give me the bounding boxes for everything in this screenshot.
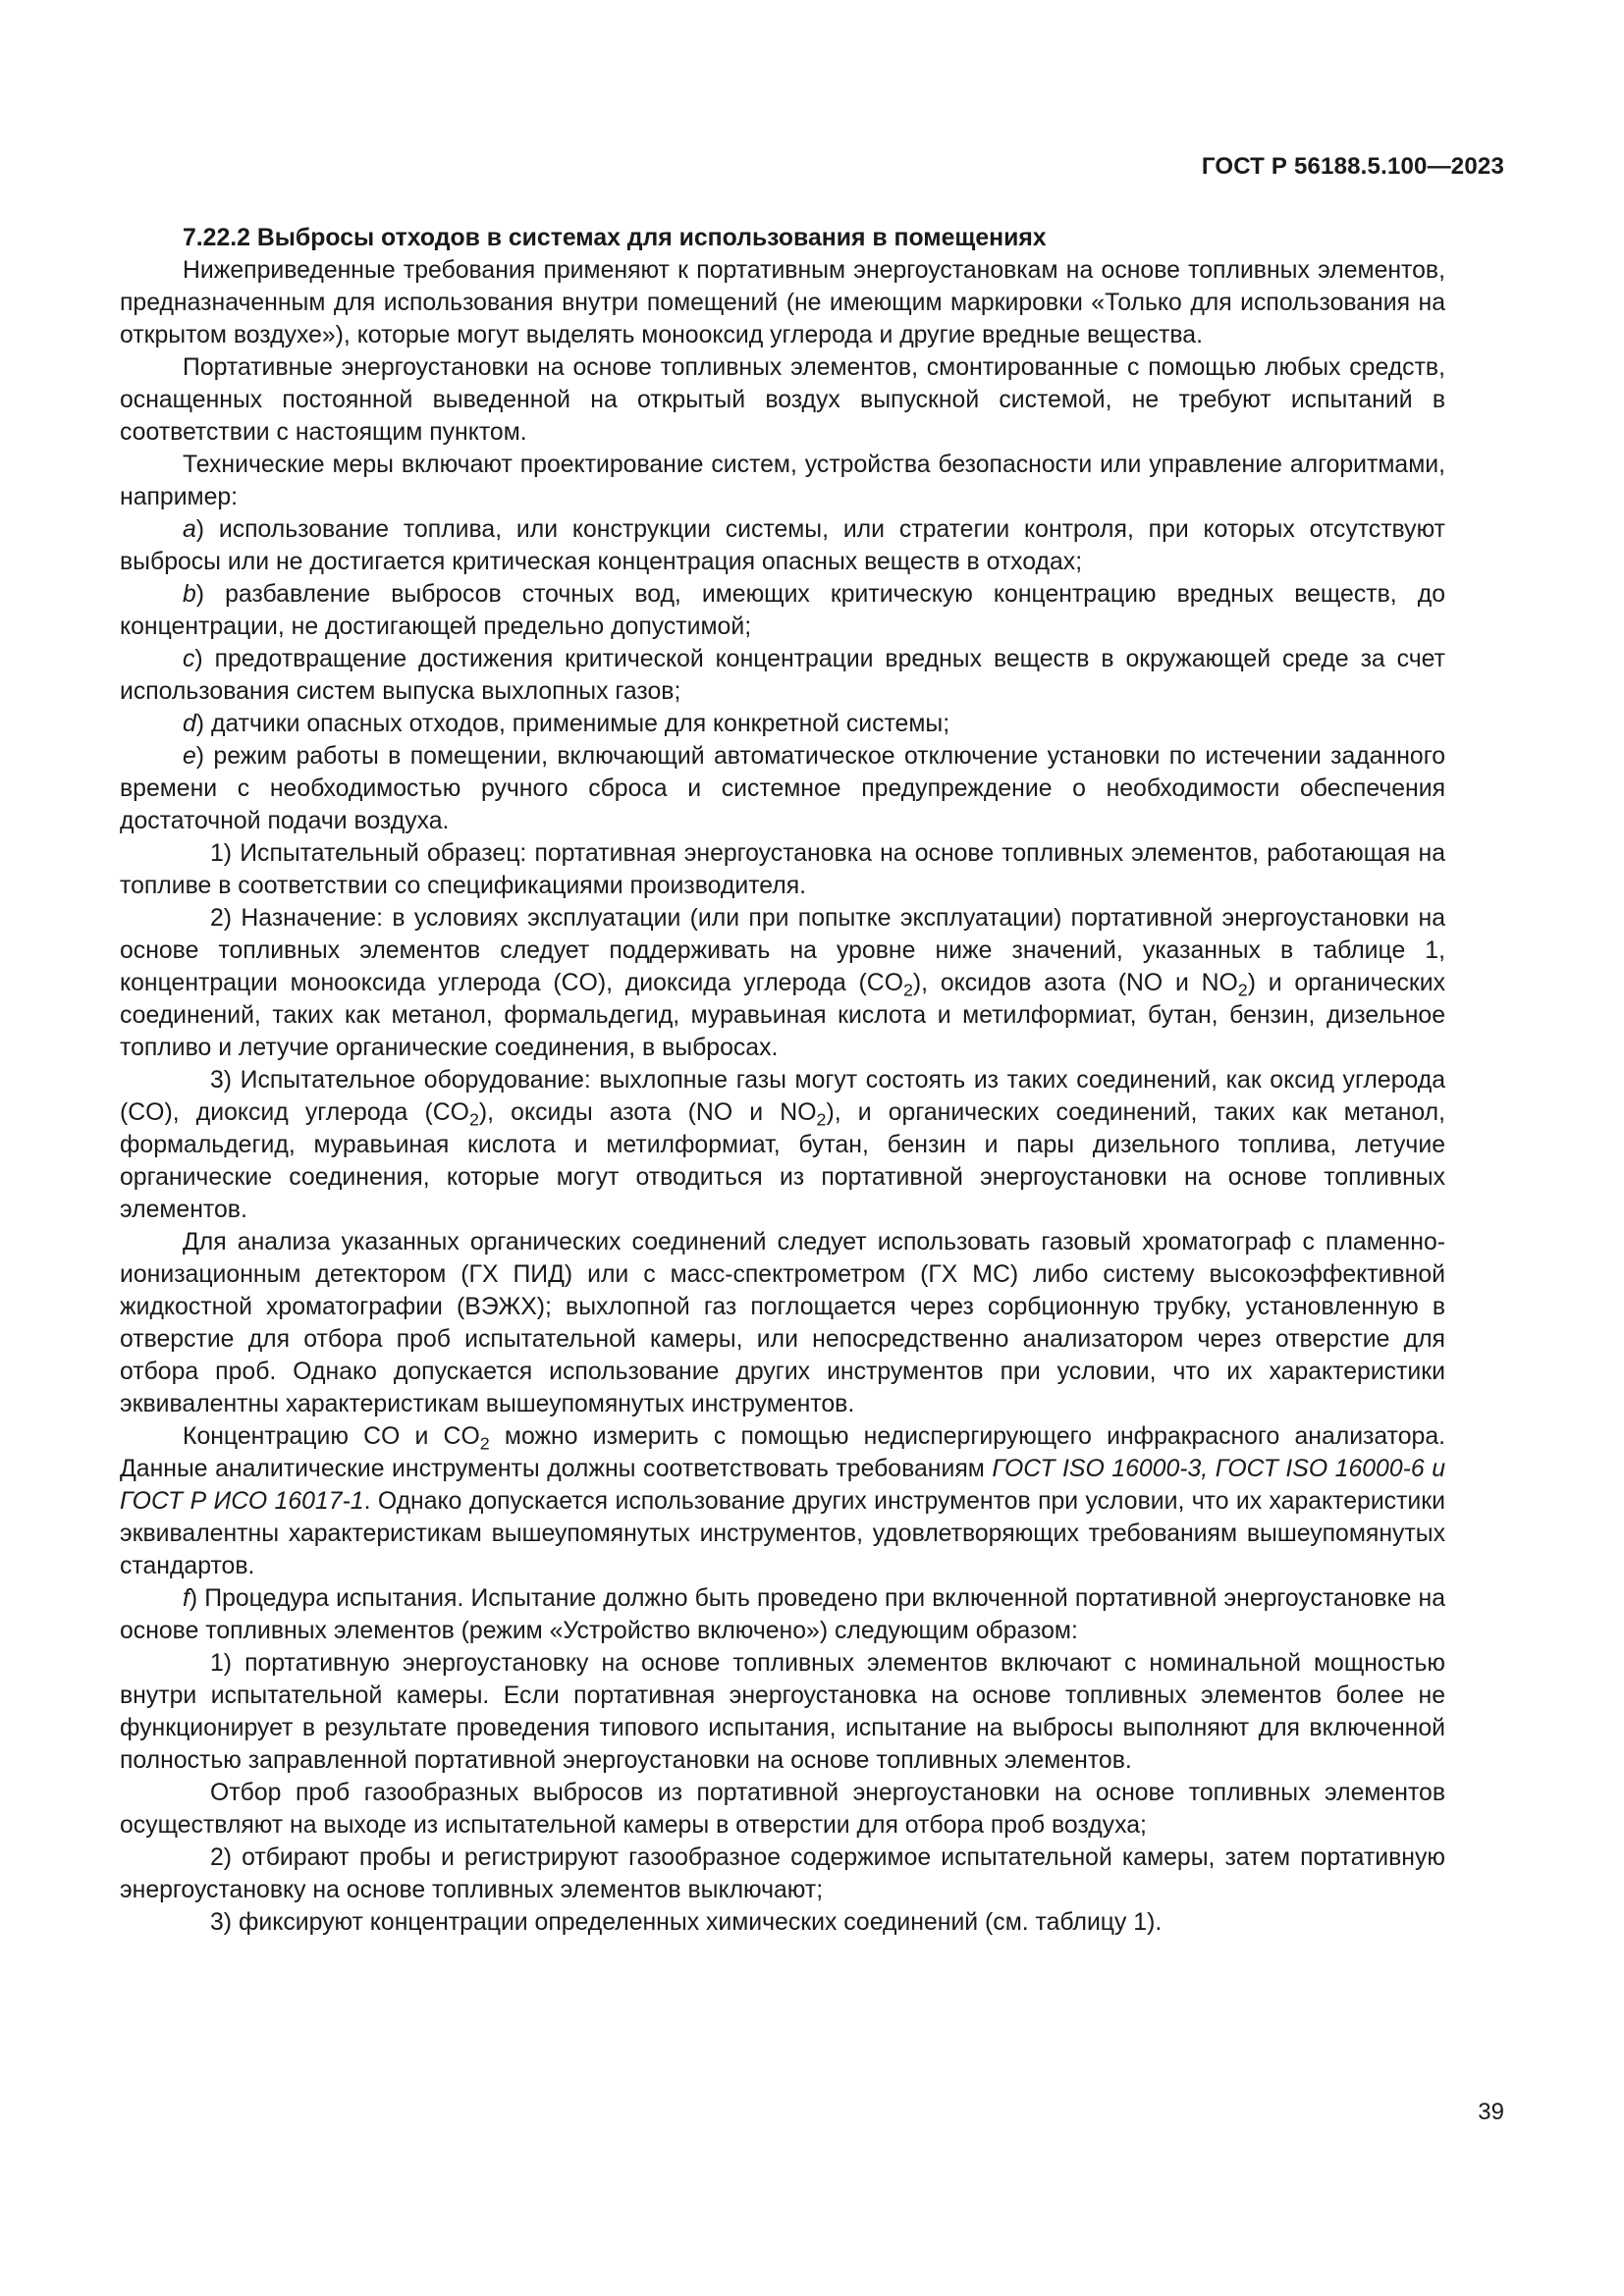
procedure-step-1: 1) портативную энергоустановку на основе топливных элементов включают с номинальной мощностью внутри испытательной камеры. Если портативная энергоустановка на основе топливных элементов более не функционирует в результате проведения типового испытания, испытание на выбросы выполняют для включенной полностью заправленной портативной энергоустановки на основе топливных элементов. (120, 1650, 1445, 1774)
standard-code: ГОСТ Р 56188.5.100—2023 (1201, 153, 1504, 180)
procedure-step-3: 3) фиксируют концентрации определенных химических соединений (см. таблицу 1). (210, 1909, 1163, 1936)
list-item-d (120, 708, 1445, 740)
subscript-2: 2 (479, 1433, 490, 1454)
equipment-text-1: 3) Испытательное оборудование: выхлопные газы могут состоять из таких соединений, как оксид углерода (CO), диоксид углерода (CO (120, 1067, 1445, 1126)
list-label-d: d (183, 711, 196, 737)
page-number: 39 (1478, 2099, 1504, 2125)
list-text-a: ) использование топлива, или конструкции системы, или стратегии контроля, при которых отсутствуют выбросы или не достигается критическая концентрация опасных веществ в отходах; (120, 516, 1445, 575)
equipment-text-2: ), оксиды азота (NO и NO (478, 1099, 817, 1126)
subitem-test-equipment (120, 1064, 1445, 1226)
list-label-c: c (183, 646, 195, 672)
list-item-c (120, 643, 1445, 708)
section-title: 7.22.2 Выбросы отходов в системах для использования в помещениях (183, 225, 1047, 251)
subscript-2: 2 (902, 980, 913, 1000)
subitem-test-sample: 1) Испытательный образец: портативная энергоустановка на основе топливных элементов, работающая на топливе в соответствии со спецификациями производителя. (120, 840, 1445, 899)
list-item-f (120, 1582, 1445, 1647)
co-text-3: . Однако допускается использование других инструментов при условии, что их характеристики эквивалентны характеристикам вышеупомянутых инструментов, удовлетворяющих требованиям вышеупомянутых стандартов. (120, 1488, 1445, 1579)
standards-reference: ГОСТ ISO 16000-3, ГОСТ ISO 16000-6 и ГОСТ Р ИСО 16017-1 (120, 1456, 1445, 1515)
paragraph-chromatography: Для анализа указанных органических соединений следует использовать газовый хроматограф с пламенно-ионизационным детектором (ГХ ПИД) или с масс-спектрометром (ГХ МС) либо систему высокоэффективной жидкостной хроматографии (ВЭЖХ); выхлопной газ поглощается через сорбционную трубку, установленную в отверстие для отбора проб испытательной камеры, или непосредственно анализатором через отверстие для отбора проб. Однако допускается использование других инструментов при условии, что их характеристики эквивалентны характеристикам вышеупомянутых инструментов. (120, 1229, 1445, 1417)
list-item-b (120, 578, 1445, 643)
co-text-2: можно измерить с помощью недиспергирующего инфракрасного анализатора. Данные аналитические инструменты должны соответствовать требованиям (120, 1423, 1446, 1482)
co-text-1: Концентрацию CO и CO (183, 1423, 480, 1450)
equipment-text-3: ), и органических соединений, таких как метанол, формальдегид, муравьиная кислота и метилформиат, бутан, бензин и пары дизельного топлива, летучие органические соединения, которые могут отводиться из портативной энергоустановки на основе топливных элементов. (120, 1099, 1445, 1223)
list-item-a (120, 513, 1445, 578)
list-label-f: f (183, 1585, 189, 1612)
subscript-2: 2 (1237, 980, 1248, 1000)
paragraph-exemption: Портативные энергоустановки на основе топливных элементов, смонтированные с помощью любых средств, оснащенных постоянной выведенной на открытый воздух выпускной системой, не требуют испытаний в соответствии с настоящим пунктом. (120, 354, 1445, 446)
subscript-2: 2 (816, 1109, 827, 1130)
paragraph-scope: Нижеприведенные требования применяют к портативным энергоустановкам на основе топливных элементов, предназначенным для использования внутри помещений (не имеющим маркировки «Только для использования на открытом воздухе»), которые могут выделять монооксид углерода и другие вредные вещества. (120, 257, 1445, 348)
list-label-e: е (183, 743, 196, 770)
purpose-text-2: ), оксидов азота (NO и NO (912, 970, 1238, 996)
procedure-step-2: 2) отбирают пробы и регистрируют газообразное содержимое испытательной камеры, затем портативную энергоустановку на основе топливных элементов выключают; (120, 1844, 1445, 1903)
subscript-2: 2 (468, 1109, 479, 1130)
list-text-c: ) предотвращение достижения критической концентрации вредных веществ в окружающей среде за счет использования систем выпуска выхлопных газов; (120, 646, 1445, 705)
document-body (120, 222, 1445, 1939)
list-label-a: а (183, 516, 196, 543)
list-text-b: ) разбавление выбросов сточных вод, имеющих критическую концентрацию вредных веществ, до концентрации, не достигающей предельно допустимой; (120, 581, 1445, 640)
list-text-e: ) режим работы в помещении, включающий автоматическое отключение установки по истечении заданного времени с необходимостью ручного сброса и системное предупреждение о необходимости обеспечения достаточной подачи воздуха. (120, 743, 1445, 834)
purpose-text-1: 2) Назначение: в условиях эксплуатации (или при попытке эксплуатации) портативной энергоустановки на основе топливных элементов следует поддерживать на уровне ниже значений, указанных в таблице 1, концентрации монооксида углерода (CO), диоксида углерода (CO (120, 905, 1445, 996)
purpose-text-3: ) и органических соединений, таких как метанол, формальдегид, муравьиная кислота и метилформиат, бутан, бензин, дизельное топливо и летучие органические соединения, в выбросах. (120, 970, 1445, 1061)
paragraph-technical-measures: Технические меры включают проектирование систем, устройства безопасности или управление алгоритмами, например: (120, 452, 1445, 510)
subitem-purpose (120, 902, 1445, 1064)
list-label-b: b (183, 581, 196, 608)
list-item-e (120, 740, 1445, 837)
procedure-sampling-note: Отбор проб газообразных выбросов из портативной энергоустановки на основе топливных элементов осуществляют на выходе из испытательной камеры в отверстии для отбора проб воздуха; (120, 1780, 1445, 1839)
list-text-d: ) датчики опасных отходов, применимые для конкретной системы; (195, 711, 950, 737)
list-text-f: ) Процедура испытания. Испытание должно быть проведено при включенной портативной энергоустановке на основе топливных элементов (режим «Устройство включено») следующим образом: (120, 1585, 1445, 1644)
paragraph-co-measurement (120, 1420, 1445, 1582)
